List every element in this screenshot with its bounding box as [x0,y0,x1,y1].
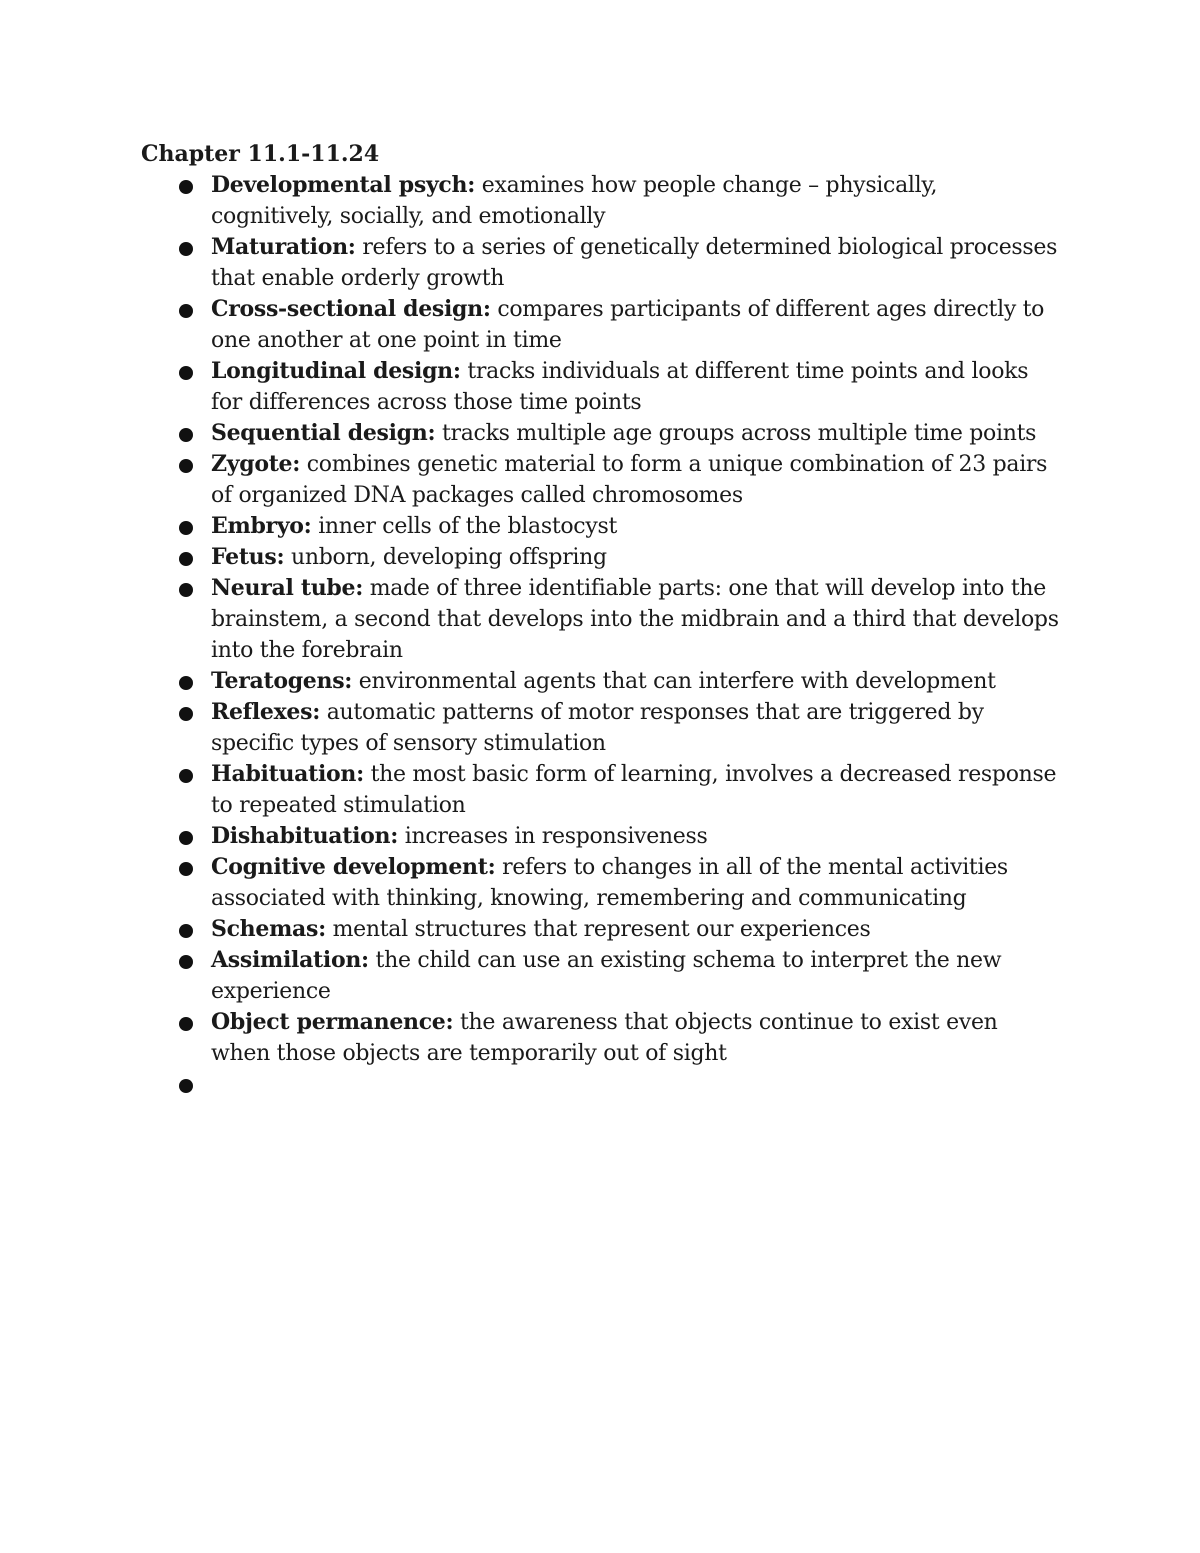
list-item [141,945,1061,1007]
list-item [141,666,1061,697]
term-list [141,170,1061,1100]
term-label: Fetus: [211,544,285,570]
list-item [141,573,1061,666]
term-definition: made of three identifiable parts: one that will develop into the brainstem, a second that develops into the midbrain and a third that develops into the forebrain [211,576,1059,663]
bullet-icon [179,1079,193,1093]
bullet-icon [179,676,193,690]
list-item [141,232,1061,294]
bullet-icon [179,769,193,783]
list-item [141,418,1061,449]
term-label: Habituation: [211,761,364,787]
list-item [141,697,1061,759]
list-item [141,294,1061,356]
term-label: Maturation: [211,234,356,260]
term-label: Cognitive development: [211,854,496,880]
bullet-icon [179,1017,193,1031]
list-item [141,511,1061,542]
bullet-icon [179,831,193,845]
list-item [141,449,1061,511]
term-label: Object permanence: [211,1009,454,1035]
term-definition: compares participants of different ages directly to one another at one point in time [211,297,1045,353]
bullet-icon [179,242,193,256]
bullet-icon [179,552,193,566]
term-label: Dishabituation: [211,823,399,849]
term-definition: increases in responsiveness [398,824,708,849]
term-definition: examines how people change – physically, cognitively, socially, and emotionally [211,173,938,229]
term-definition: tracks multiple age groups across multiple time points [435,421,1037,446]
bullet-icon [179,459,193,473]
term-label: Developmental psych: [211,172,476,198]
bullet-icon [179,304,193,318]
term-definition: unborn, developing offspring [284,545,607,570]
bullet-icon [179,955,193,969]
list-item [141,821,1061,852]
bullet-icon [179,366,193,380]
list-item [141,1007,1061,1069]
term-definition: inner cells of the blastocyst [311,514,617,539]
term-definition: tracks individuals at different time points and looks for differences across those time points [211,359,1029,415]
term-label: Neural tube: [211,575,364,601]
list-item [141,759,1061,821]
term-label: Cross-sectional design: [211,296,491,322]
term-definition: the awareness that objects continue to exist even when those objects are temporarily out of sight [211,1010,998,1066]
term-label: Longitudinal design: [211,358,461,384]
term-label: Assimilation: [211,947,369,973]
list-item [141,1069,1061,1100]
bullet-icon [179,521,193,535]
list-item [141,542,1061,573]
term-label: Reflexes: [211,699,321,725]
bullet-icon [179,924,193,938]
bullet-icon [179,583,193,597]
term-definition: refers to a series of genetically determined biological processes that enable orderly growth [211,235,1058,291]
term-definition: refers to changes in all of the mental activities associated with thinking, knowing, remembering and communicating [211,855,1008,911]
term-definition: environmental agents that can interfere with development [352,669,996,694]
chapter-title: Chapter 11.1-11.24 [141,141,380,167]
list-item [141,170,1061,232]
list-item [141,852,1061,914]
term-label: Teratogens: [211,668,353,694]
bullet-icon [179,180,193,194]
term-label: Schemas: [211,916,326,942]
bullet-icon [179,862,193,876]
bullet-icon [179,428,193,442]
term-label: Zygote: [211,451,301,477]
term-label: Embryo: [211,513,312,539]
term-definition: the child can use an existing schema to interpret the new experience [211,948,1002,1004]
term-label: Sequential design: [211,420,436,446]
list-item [141,356,1061,418]
term-definition: the most basic form of learning, involves a decreased response to repeated stimulation [211,762,1057,818]
document-body [141,139,1061,1100]
bullet-icon [179,707,193,721]
term-definition: automatic patterns of motor responses that are triggered by specific types of sensory stimulation [211,700,984,756]
term-definition: mental structures that represent our experiences [325,917,871,942]
term-definition: combines genetic material to form a unique combination of 23 pairs of organized DNA packages called chromosomes [211,452,1048,508]
list-item [141,914,1061,945]
